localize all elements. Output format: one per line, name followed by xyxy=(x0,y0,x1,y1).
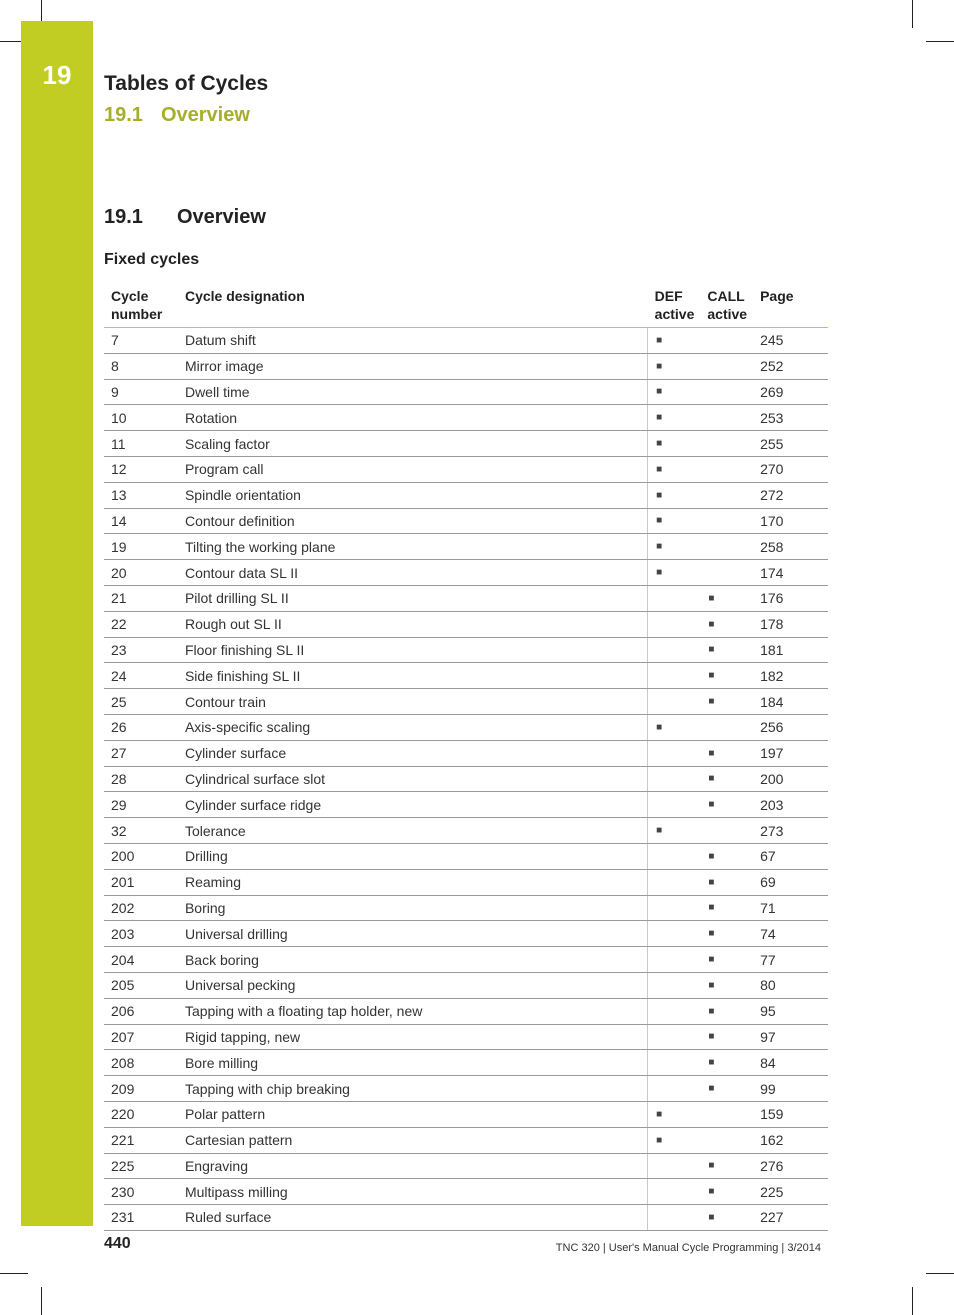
cell-designation: Pilot drilling SL II xyxy=(178,585,648,611)
cell-call-active: ■ xyxy=(700,843,753,869)
cell-call-active xyxy=(700,560,753,586)
subheading: Fixed cycles xyxy=(104,251,200,268)
cell-cycle-number: 13 xyxy=(104,482,178,508)
cell-page: 258 xyxy=(753,534,828,560)
cell-page: 273 xyxy=(753,818,828,844)
cell-designation: Cylinder surface xyxy=(178,740,648,766)
cell-call-active: ■ xyxy=(700,895,753,921)
cell-def-active: ■ xyxy=(648,1127,701,1153)
cell-designation: Cylindrical surface slot xyxy=(178,766,648,792)
crop-mark xyxy=(912,1287,913,1315)
cell-cycle-number: 7 xyxy=(104,328,178,354)
cell-cycle-number: 225 xyxy=(104,1153,178,1179)
cell-cycle-number: 208 xyxy=(104,1050,178,1076)
cell-call-active xyxy=(700,818,753,844)
table-row xyxy=(104,405,828,431)
cell-call-active xyxy=(700,431,753,457)
table-row xyxy=(104,998,828,1024)
cell-cycle-number: 220 xyxy=(104,1101,178,1127)
cell-call-active: ■ xyxy=(700,1179,753,1205)
cycles-table xyxy=(104,283,828,1231)
cell-designation: Universal pecking xyxy=(178,972,648,998)
cell-designation: Cartesian pattern xyxy=(178,1127,648,1153)
cell-page: 71 xyxy=(753,895,828,921)
cell-call-active xyxy=(700,328,753,354)
cell-page: 184 xyxy=(753,689,828,715)
cell-designation: Reaming xyxy=(178,869,648,895)
cell-def-active xyxy=(648,998,701,1024)
table-row xyxy=(104,585,828,611)
header-designation: Cycle designation xyxy=(178,283,648,328)
cell-def-active: ■ xyxy=(648,328,701,354)
cell-designation: Multipass milling xyxy=(178,1179,648,1205)
table-row xyxy=(104,1050,828,1076)
section-heading xyxy=(104,206,266,229)
cell-page: 245 xyxy=(753,328,828,354)
cell-page: 276 xyxy=(753,1153,828,1179)
cell-call-active: ■ xyxy=(700,766,753,792)
cell-page: 80 xyxy=(753,972,828,998)
page-number: 440 xyxy=(104,1235,131,1252)
cell-designation: Axis-specific scaling xyxy=(178,714,648,740)
cell-page: 255 xyxy=(753,431,828,457)
cell-call-active: ■ xyxy=(700,585,753,611)
cell-call-active: ■ xyxy=(700,1153,753,1179)
cell-def-active: ■ xyxy=(648,714,701,740)
cell-page: 170 xyxy=(753,508,828,534)
cell-designation: Contour data SL II xyxy=(178,560,648,586)
table-row xyxy=(104,740,828,766)
cell-page: 95 xyxy=(753,998,828,1024)
cell-def-active xyxy=(648,792,701,818)
cell-call-active: ■ xyxy=(700,1050,753,1076)
cell-def-active xyxy=(648,1153,701,1179)
cell-cycle-number: 28 xyxy=(104,766,178,792)
cell-cycle-number: 23 xyxy=(104,637,178,663)
chapter-side-bar xyxy=(21,21,93,1226)
table-row xyxy=(104,534,828,560)
chapter-number: 19 xyxy=(42,60,72,90)
cell-designation: Mirror image xyxy=(178,353,648,379)
table-row xyxy=(104,560,828,586)
cell-cycle-number: 221 xyxy=(104,1127,178,1153)
crop-mark xyxy=(41,0,42,21)
cell-def-active xyxy=(648,869,701,895)
cell-call-active: ■ xyxy=(700,637,753,663)
cell-page: 225 xyxy=(753,1179,828,1205)
cell-page: 77 xyxy=(753,947,828,973)
cell-cycle-number: 22 xyxy=(104,611,178,637)
section-number: 19.1 xyxy=(104,206,143,228)
table-row xyxy=(104,456,828,482)
cell-cycle-number: 209 xyxy=(104,1076,178,1102)
cell-designation: Tapping with a floating tap holder, new xyxy=(178,998,648,1024)
table-row xyxy=(104,766,828,792)
cell-call-active: ■ xyxy=(700,611,753,637)
cell-call-active: ■ xyxy=(700,869,753,895)
cell-call-active: ■ xyxy=(700,663,753,689)
cell-cycle-number: 202 xyxy=(104,895,178,921)
cell-def-active: ■ xyxy=(648,431,701,457)
cell-page: 203 xyxy=(753,792,828,818)
table-row xyxy=(104,1076,828,1102)
cell-cycle-number: 203 xyxy=(104,921,178,947)
cell-def-active xyxy=(648,611,701,637)
cell-cycle-number: 26 xyxy=(104,714,178,740)
table-row xyxy=(104,714,828,740)
table-row xyxy=(104,921,828,947)
cell-def-active: ■ xyxy=(648,456,701,482)
running-section-title xyxy=(104,104,250,127)
cell-designation: Ruled surface xyxy=(178,1205,648,1231)
cell-designation: Universal drilling xyxy=(178,921,648,947)
running-section-number: 19.1 xyxy=(104,104,143,126)
table-row xyxy=(104,611,828,637)
cell-def-active: ■ xyxy=(648,560,701,586)
cell-call-active xyxy=(700,1127,753,1153)
cell-call-active xyxy=(700,508,753,534)
cell-def-active xyxy=(648,1024,701,1050)
cell-def-active xyxy=(648,895,701,921)
cell-page: 67 xyxy=(753,843,828,869)
cell-def-active: ■ xyxy=(648,508,701,534)
cell-page: 272 xyxy=(753,482,828,508)
cell-page: 178 xyxy=(753,611,828,637)
cell-designation: Bore milling xyxy=(178,1050,648,1076)
cell-cycle-number: 20 xyxy=(104,560,178,586)
cell-designation: Rotation xyxy=(178,405,648,431)
table-row xyxy=(104,947,828,973)
cell-def-active xyxy=(648,1179,701,1205)
cell-def-active: ■ xyxy=(648,534,701,560)
cell-page: 69 xyxy=(753,869,828,895)
cell-designation: Datum shift xyxy=(178,328,648,354)
table-row xyxy=(104,482,828,508)
cell-def-active xyxy=(648,663,701,689)
cell-page: 182 xyxy=(753,663,828,689)
cell-def-active xyxy=(648,740,701,766)
table-row xyxy=(104,818,828,844)
cell-page: 162 xyxy=(753,1127,828,1153)
cell-def-active xyxy=(648,766,701,792)
crop-mark xyxy=(0,41,21,42)
cell-cycle-number: 205 xyxy=(104,972,178,998)
cell-designation: Rough out SL II xyxy=(178,611,648,637)
table-row xyxy=(104,972,828,998)
crop-mark xyxy=(41,1287,42,1315)
cell-page: 159 xyxy=(753,1101,828,1127)
header-cycle-number: Cycle number xyxy=(104,283,178,328)
header-page: Page xyxy=(753,283,828,328)
table-row xyxy=(104,431,828,457)
cell-designation: Drilling xyxy=(178,843,648,869)
table-header-row xyxy=(104,283,828,328)
cell-page: 174 xyxy=(753,560,828,586)
table-row xyxy=(104,1127,828,1153)
cell-cycle-number: 19 xyxy=(104,534,178,560)
cell-call-active: ■ xyxy=(700,972,753,998)
table-row xyxy=(104,353,828,379)
cell-designation: Engraving xyxy=(178,1153,648,1179)
cell-cycle-number: 200 xyxy=(104,843,178,869)
cell-def-active xyxy=(648,972,701,998)
table-row xyxy=(104,895,828,921)
cell-call-active: ■ xyxy=(700,998,753,1024)
cell-cycle-number: 32 xyxy=(104,818,178,844)
cell-page: 99 xyxy=(753,1076,828,1102)
table-row xyxy=(104,379,828,405)
table-row xyxy=(104,1024,828,1050)
cell-def-active: ■ xyxy=(648,379,701,405)
cell-def-active xyxy=(648,1050,701,1076)
header-call-active: CALL active xyxy=(700,283,753,328)
cell-page: 253 xyxy=(753,405,828,431)
cell-call-active: ■ xyxy=(700,689,753,715)
cell-call-active: ■ xyxy=(700,947,753,973)
cell-def-active: ■ xyxy=(648,353,701,379)
cell-def-active xyxy=(648,843,701,869)
cell-designation: Cylinder surface ridge xyxy=(178,792,648,818)
crop-mark xyxy=(926,41,954,42)
cell-cycle-number: 12 xyxy=(104,456,178,482)
cell-cycle-number: 11 xyxy=(104,431,178,457)
cell-page: 256 xyxy=(753,714,828,740)
running-chapter-title: Tables of Cycles xyxy=(104,72,269,95)
table-row xyxy=(104,1205,828,1231)
table-row xyxy=(104,663,828,689)
cell-designation: Dwell time xyxy=(178,379,648,405)
cell-designation: Tapping with chip breaking xyxy=(178,1076,648,1102)
cell-call-active xyxy=(700,534,753,560)
table-row xyxy=(104,1101,828,1127)
table-row xyxy=(104,792,828,818)
cell-designation: Tolerance xyxy=(178,818,648,844)
cell-cycle-number: 9 xyxy=(104,379,178,405)
cell-page: 227 xyxy=(753,1205,828,1231)
cell-cycle-number: 21 xyxy=(104,585,178,611)
cell-page: 181 xyxy=(753,637,828,663)
cell-cycle-number: 230 xyxy=(104,1179,178,1205)
cell-call-active xyxy=(700,456,753,482)
cell-def-active xyxy=(648,1205,701,1231)
cell-cycle-number: 201 xyxy=(104,869,178,895)
crop-mark xyxy=(0,1273,28,1274)
table-row xyxy=(104,637,828,663)
cell-def-active: ■ xyxy=(648,1101,701,1127)
table-row xyxy=(104,508,828,534)
cell-cycle-number: 24 xyxy=(104,663,178,689)
table-row xyxy=(104,843,828,869)
cell-call-active: ■ xyxy=(700,921,753,947)
cell-def-active xyxy=(648,585,701,611)
cell-page: 176 xyxy=(753,585,828,611)
cell-def-active xyxy=(648,689,701,715)
cell-def-active xyxy=(648,1076,701,1102)
cell-cycle-number: 25 xyxy=(104,689,178,715)
cell-call-active xyxy=(700,353,753,379)
crop-mark xyxy=(926,1273,954,1274)
cell-cycle-number: 29 xyxy=(104,792,178,818)
cell-call-active xyxy=(700,405,753,431)
crop-mark xyxy=(912,0,913,28)
cell-designation: Polar pattern xyxy=(178,1101,648,1127)
table-row xyxy=(104,1153,828,1179)
cell-page: 74 xyxy=(753,921,828,947)
cell-designation: Contour train xyxy=(178,689,648,715)
cell-call-active: ■ xyxy=(700,740,753,766)
cell-designation: Scaling factor xyxy=(178,431,648,457)
cell-page: 197 xyxy=(753,740,828,766)
cell-call-active xyxy=(700,714,753,740)
cell-designation: Program call xyxy=(178,456,648,482)
cell-cycle-number: 27 xyxy=(104,740,178,766)
cell-designation: Side finishing SL II xyxy=(178,663,648,689)
cell-designation: Boring xyxy=(178,895,648,921)
cell-call-active: ■ xyxy=(700,1076,753,1102)
header-def-active: DEF active xyxy=(648,283,701,328)
cell-cycle-number: 206 xyxy=(104,998,178,1024)
cell-designation: Spindle orientation xyxy=(178,482,648,508)
table-row xyxy=(104,1179,828,1205)
table-row xyxy=(104,869,828,895)
cell-designation: Floor finishing SL II xyxy=(178,637,648,663)
cell-designation: Back boring xyxy=(178,947,648,973)
table-row xyxy=(104,328,828,354)
cell-cycle-number: 207 xyxy=(104,1024,178,1050)
cell-cycle-number: 231 xyxy=(104,1205,178,1231)
cell-def-active: ■ xyxy=(648,405,701,431)
cell-page: 84 xyxy=(753,1050,828,1076)
cell-page: 97 xyxy=(753,1024,828,1050)
cell-call-active: ■ xyxy=(700,1024,753,1050)
cell-cycle-number: 204 xyxy=(104,947,178,973)
cell-page: 270 xyxy=(753,456,828,482)
cell-cycle-number: 14 xyxy=(104,508,178,534)
cell-call-active xyxy=(700,482,753,508)
cell-designation: Rigid tapping, new xyxy=(178,1024,648,1050)
cell-call-active: ■ xyxy=(700,1205,753,1231)
cell-def-active xyxy=(648,921,701,947)
cell-def-active: ■ xyxy=(648,818,701,844)
cell-call-active: ■ xyxy=(700,792,753,818)
cell-designation: Contour definition xyxy=(178,508,648,534)
table-body xyxy=(104,328,828,1231)
cell-def-active xyxy=(648,947,701,973)
cell-page: 200 xyxy=(753,766,828,792)
table-row xyxy=(104,689,828,715)
cell-def-active: ■ xyxy=(648,482,701,508)
section-title: Overview xyxy=(176,206,266,228)
cell-cycle-number: 8 xyxy=(104,353,178,379)
cell-call-active xyxy=(700,379,753,405)
cell-call-active xyxy=(700,1101,753,1127)
cell-page: 252 xyxy=(753,353,828,379)
cell-def-active xyxy=(648,637,701,663)
footer-text: TNC 320 | User's Manual Cycle Programming | 3/2014 xyxy=(555,1242,821,1254)
cell-designation: Tilting the working plane xyxy=(178,534,648,560)
cell-page: 269 xyxy=(753,379,828,405)
cell-cycle-number: 10 xyxy=(104,405,178,431)
running-section-name: Overview xyxy=(160,104,250,126)
